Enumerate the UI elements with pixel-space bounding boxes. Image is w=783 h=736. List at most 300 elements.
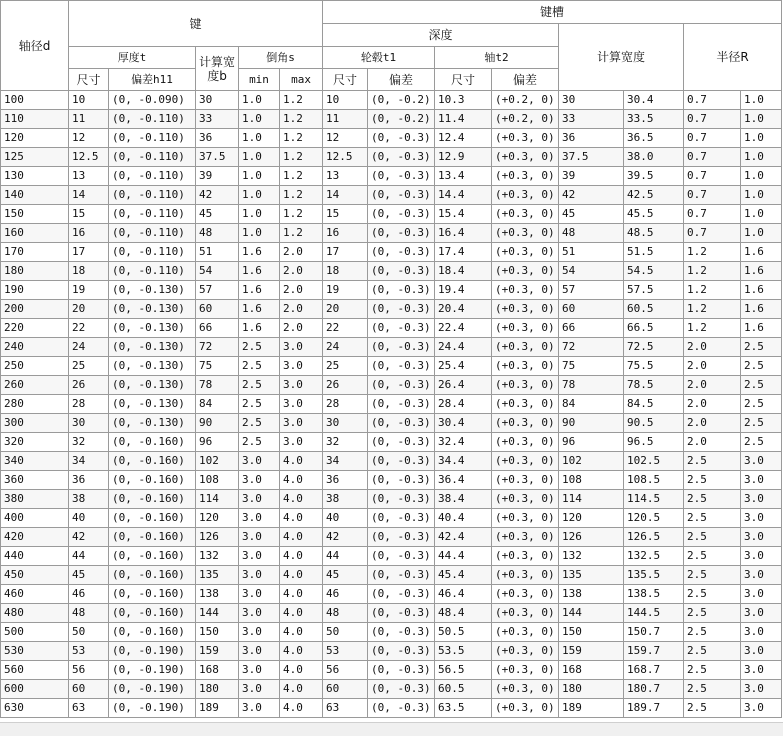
table-cell[interactable]: (0, -0.110): [109, 243, 196, 262]
table-cell[interactable]: 4.0: [280, 490, 323, 509]
table-cell[interactable]: 3.0: [741, 566, 782, 585]
table-cell[interactable]: 1.2: [280, 224, 323, 243]
table-cell[interactable]: 102: [559, 452, 624, 471]
table-cell[interactable]: 1.2: [684, 243, 741, 262]
table-cell[interactable]: 1.6: [239, 281, 280, 300]
table-cell[interactable]: 16: [323, 224, 368, 243]
table-cell[interactable]: 42.4: [435, 528, 492, 547]
table-cell[interactable]: 2.0: [280, 281, 323, 300]
table-cell[interactable]: 1.6: [239, 243, 280, 262]
table-cell[interactable]: 56: [323, 661, 368, 680]
table-row[interactable]: [1, 490, 782, 509]
table-cell[interactable]: 530: [1, 642, 69, 661]
table-cell[interactable]: (+0.3, 0): [492, 699, 559, 718]
table-cell[interactable]: 1.0: [741, 110, 782, 129]
table-cell[interactable]: 2.0: [280, 300, 323, 319]
header-hub-t1[interactable]: 轮毂t1: [323, 47, 435, 69]
table-cell[interactable]: 53: [69, 642, 109, 661]
table-cell[interactable]: 168: [559, 661, 624, 680]
table-cell[interactable]: (0, -0.160): [109, 452, 196, 471]
table-cell[interactable]: (0, -0.130): [109, 376, 196, 395]
table-cell[interactable]: 12.4: [435, 129, 492, 148]
table-cell[interactable]: 260: [1, 376, 69, 395]
table-cell[interactable]: (0, -0.3): [368, 129, 435, 148]
table-cell[interactable]: (+0.3, 0): [492, 262, 559, 281]
table-cell[interactable]: 17: [323, 243, 368, 262]
table-cell[interactable]: 125: [1, 148, 69, 167]
table-cell[interactable]: 220: [1, 319, 69, 338]
table-cell[interactable]: 72: [559, 338, 624, 357]
table-cell[interactable]: (0, -0.3): [368, 680, 435, 699]
table-cell[interactable]: 3.0: [239, 604, 280, 623]
table-row[interactable]: [1, 376, 782, 395]
table-cell[interactable]: 1.2: [280, 129, 323, 148]
table-cell[interactable]: 159: [559, 642, 624, 661]
table-cell[interactable]: 150: [559, 623, 624, 642]
table-cell[interactable]: (+0.3, 0): [492, 547, 559, 566]
table-cell[interactable]: 38.0: [624, 148, 684, 167]
table-cell[interactable]: 42: [559, 186, 624, 205]
table-cell[interactable]: 1.2: [684, 300, 741, 319]
table-cell[interactable]: 2.5: [684, 661, 741, 680]
table-cell[interactable]: 138: [559, 585, 624, 604]
table-cell[interactable]: (0, -0.3): [368, 452, 435, 471]
table-cell[interactable]: 0.7: [684, 205, 741, 224]
table-cell[interactable]: 53.5: [435, 642, 492, 661]
table-cell[interactable]: 10: [323, 91, 368, 110]
table-cell[interactable]: 4.0: [280, 528, 323, 547]
table-cell[interactable]: (0, -0.110): [109, 186, 196, 205]
table-cell[interactable]: 3.0: [280, 376, 323, 395]
table-cell[interactable]: 180.7: [624, 680, 684, 699]
header-hub-size[interactable]: 尺寸: [323, 69, 368, 91]
table-cell[interactable]: 2.5: [741, 357, 782, 376]
table-cell[interactable]: 1.0: [741, 167, 782, 186]
table-cell[interactable]: 1.2: [280, 110, 323, 129]
table-cell[interactable]: 45: [196, 205, 239, 224]
table-cell[interactable]: 38: [69, 490, 109, 509]
table-cell[interactable]: (0, -0.130): [109, 319, 196, 338]
table-cell[interactable]: 42: [323, 528, 368, 547]
table-cell[interactable]: 2.5: [741, 338, 782, 357]
table-cell[interactable]: (0, -0.3): [368, 281, 435, 300]
table-cell[interactable]: 12.9: [435, 148, 492, 167]
table-cell[interactable]: 60.5: [624, 300, 684, 319]
table-cell[interactable]: 1.2: [280, 205, 323, 224]
table-cell[interactable]: (+0.3, 0): [492, 661, 559, 680]
table-cell[interactable]: 100: [1, 91, 69, 110]
table-cell[interactable]: 17.4: [435, 243, 492, 262]
table-cell[interactable]: 4.0: [280, 623, 323, 642]
table-cell[interactable]: 2.5: [239, 395, 280, 414]
table-cell[interactable]: 114: [559, 490, 624, 509]
table-row[interactable]: [1, 148, 782, 167]
table-cell[interactable]: 2.5: [239, 414, 280, 433]
table-cell[interactable]: (0, -0.160): [109, 490, 196, 509]
table-cell[interactable]: 2.5: [684, 680, 741, 699]
header-size[interactable]: 尺寸: [69, 69, 109, 91]
table-cell[interactable]: 4.0: [280, 642, 323, 661]
table-cell[interactable]: 1.6: [741, 300, 782, 319]
table-cell[interactable]: 24.4: [435, 338, 492, 357]
table-cell[interactable]: 51: [559, 243, 624, 262]
table-cell[interactable]: 132: [196, 547, 239, 566]
table-cell[interactable]: 2.0: [280, 243, 323, 262]
table-cell[interactable]: 340: [1, 452, 69, 471]
table-cell[interactable]: (0, -0.3): [368, 205, 435, 224]
table-cell[interactable]: 36.5: [624, 129, 684, 148]
table-cell[interactable]: 48.5: [624, 224, 684, 243]
table-cell[interactable]: 180: [196, 680, 239, 699]
table-cell[interactable]: 180: [559, 680, 624, 699]
table-cell[interactable]: 460: [1, 585, 69, 604]
table-cell[interactable]: (0, -0.110): [109, 205, 196, 224]
table-cell[interactable]: (+0.3, 0): [492, 129, 559, 148]
table-row[interactable]: [1, 281, 782, 300]
table-cell[interactable]: 56: [69, 661, 109, 680]
table-cell[interactable]: 11.4: [435, 110, 492, 129]
table-row[interactable]: [1, 91, 782, 110]
header-chamfer-min[interactable]: min: [239, 69, 280, 91]
table-cell[interactable]: 48: [559, 224, 624, 243]
table-cell[interactable]: 280: [1, 395, 69, 414]
table-cell[interactable]: 3.0: [239, 452, 280, 471]
table-row[interactable]: [1, 129, 782, 148]
table-cell[interactable]: 33: [196, 110, 239, 129]
table-cell[interactable]: 96.5: [624, 433, 684, 452]
table-cell[interactable]: 3.0: [280, 395, 323, 414]
table-cell[interactable]: 250: [1, 357, 69, 376]
table-cell[interactable]: 48: [323, 604, 368, 623]
table-cell[interactable]: 189: [559, 699, 624, 718]
table-cell[interactable]: 42: [69, 528, 109, 547]
table-row[interactable]: [1, 433, 782, 452]
table-cell[interactable]: 4.0: [280, 566, 323, 585]
table-cell[interactable]: 18: [323, 262, 368, 281]
table-cell[interactable]: 1.2: [684, 281, 741, 300]
table-cell[interactable]: (0, -0.130): [109, 395, 196, 414]
table-cell[interactable]: 14: [323, 186, 368, 205]
table-cell[interactable]: (0, -0.130): [109, 338, 196, 357]
table-cell[interactable]: 360: [1, 471, 69, 490]
table-row[interactable]: [1, 300, 782, 319]
table-cell[interactable]: 1.0: [741, 129, 782, 148]
table-cell[interactable]: (+0.3, 0): [492, 566, 559, 585]
table-cell[interactable]: 90.5: [624, 414, 684, 433]
table-cell[interactable]: 16: [69, 224, 109, 243]
table-cell[interactable]: 190: [1, 281, 69, 300]
table-cell[interactable]: 3.0: [239, 661, 280, 680]
table-cell[interactable]: 138.5: [624, 585, 684, 604]
table-cell[interactable]: 44: [69, 547, 109, 566]
table-cell[interactable]: 3.0: [741, 471, 782, 490]
table-cell[interactable]: (+0.3, 0): [492, 414, 559, 433]
table-cell[interactable]: 36: [69, 471, 109, 490]
table-cell[interactable]: (0, -0.3): [368, 414, 435, 433]
table-cell[interactable]: 1.0: [741, 224, 782, 243]
table-cell[interactable]: 3.0: [239, 680, 280, 699]
table-cell[interactable]: 42: [196, 186, 239, 205]
table-cell[interactable]: 50.5: [435, 623, 492, 642]
table-cell[interactable]: (+0.3, 0): [492, 604, 559, 623]
table-cell[interactable]: 3.0: [280, 357, 323, 376]
table-cell[interactable]: 140: [1, 186, 69, 205]
table-cell[interactable]: 102: [196, 452, 239, 471]
table-cell[interactable]: 46: [323, 585, 368, 604]
table-cell[interactable]: 30: [196, 91, 239, 110]
table-cell[interactable]: (0, -0.110): [109, 167, 196, 186]
header-chamfer-s[interactable]: 倒角s: [239, 47, 323, 69]
table-cell[interactable]: 144.5: [624, 604, 684, 623]
table-cell[interactable]: 11: [323, 110, 368, 129]
table-row[interactable]: [1, 661, 782, 680]
table-cell[interactable]: 1.0: [239, 167, 280, 186]
table-cell[interactable]: 19: [69, 281, 109, 300]
table-cell[interactable]: 2.5: [239, 376, 280, 395]
table-row[interactable]: [1, 471, 782, 490]
table-cell[interactable]: 2.0: [684, 395, 741, 414]
table-cell[interactable]: 1.2: [280, 148, 323, 167]
table-cell[interactable]: (+0.3, 0): [492, 680, 559, 699]
table-cell[interactable]: 34: [69, 452, 109, 471]
table-cell[interactable]: 40: [323, 509, 368, 528]
table-cell[interactable]: (+0.3, 0): [492, 338, 559, 357]
table-cell[interactable]: (+0.3, 0): [492, 167, 559, 186]
table-cell[interactable]: (0, -0.130): [109, 300, 196, 319]
table-row[interactable]: [1, 623, 782, 642]
table-cell[interactable]: 63.5: [435, 699, 492, 718]
table-cell[interactable]: 3.0: [741, 623, 782, 642]
header-hub-deviation[interactable]: 偏差: [368, 69, 435, 91]
table-cell[interactable]: 4.0: [280, 547, 323, 566]
table-cell[interactable]: (0, -0.3): [368, 148, 435, 167]
table-cell[interactable]: 28.4: [435, 395, 492, 414]
header-chamfer-max[interactable]: max: [280, 69, 323, 91]
table-cell[interactable]: 37.5: [196, 148, 239, 167]
table-row[interactable]: [1, 604, 782, 623]
table-cell[interactable]: 1.0: [741, 148, 782, 167]
table-cell[interactable]: 45: [559, 205, 624, 224]
table-cell[interactable]: (+0.3, 0): [492, 148, 559, 167]
table-cell[interactable]: 90: [559, 414, 624, 433]
table-cell[interactable]: 57: [196, 281, 239, 300]
table-cell[interactable]: 2.5: [684, 585, 741, 604]
table-cell[interactable]: 1.0: [239, 205, 280, 224]
table-cell[interactable]: 114.5: [624, 490, 684, 509]
table-cell[interactable]: 180: [1, 262, 69, 281]
table-cell[interactable]: 2.5: [741, 433, 782, 452]
header-shaft-d[interactable]: 轴径d: [1, 1, 69, 91]
table-row[interactable]: [1, 566, 782, 585]
table-cell[interactable]: 66: [559, 319, 624, 338]
table-cell[interactable]: 38: [323, 490, 368, 509]
table-cell[interactable]: 90: [196, 414, 239, 433]
table-cell[interactable]: 2.0: [280, 319, 323, 338]
table-cell[interactable]: (+0.2, 0): [492, 91, 559, 110]
table-cell[interactable]: 28: [69, 395, 109, 414]
table-cell[interactable]: (+0.3, 0): [492, 623, 559, 642]
table-cell[interactable]: 3.0: [741, 661, 782, 680]
table-cell[interactable]: 400: [1, 509, 69, 528]
table-cell[interactable]: 15: [69, 205, 109, 224]
table-cell[interactable]: 15: [323, 205, 368, 224]
table-cell[interactable]: 4.0: [280, 452, 323, 471]
table-cell[interactable]: (0, -0.110): [109, 110, 196, 129]
table-cell[interactable]: 26: [323, 376, 368, 395]
table-cell[interactable]: 2.5: [741, 395, 782, 414]
table-row[interactable]: [1, 528, 782, 547]
table-cell[interactable]: 2.5: [684, 490, 741, 509]
table-cell[interactable]: 450: [1, 566, 69, 585]
table-cell[interactable]: 150.7: [624, 623, 684, 642]
table-cell[interactable]: 50: [69, 623, 109, 642]
table-cell[interactable]: 159: [196, 642, 239, 661]
table-cell[interactable]: 45: [323, 566, 368, 585]
table-cell[interactable]: 60: [196, 300, 239, 319]
table-cell[interactable]: 16.4: [435, 224, 492, 243]
table-cell[interactable]: 30: [69, 414, 109, 433]
table-cell[interactable]: 0.7: [684, 224, 741, 243]
table-cell[interactable]: 2.5: [684, 642, 741, 661]
table-cell[interactable]: (0, -0.160): [109, 433, 196, 452]
table-cell[interactable]: 3.0: [239, 623, 280, 642]
table-cell[interactable]: 120: [196, 509, 239, 528]
table-cell[interactable]: 1.2: [684, 319, 741, 338]
table-cell[interactable]: 168: [196, 661, 239, 680]
table-cell[interactable]: 3.0: [741, 547, 782, 566]
header-key[interactable]: 键: [69, 1, 323, 47]
table-cell[interactable]: 2.5: [684, 452, 741, 471]
table-cell[interactable]: 3.0: [280, 338, 323, 357]
table-cell[interactable]: 144: [559, 604, 624, 623]
table-cell[interactable]: (0, -0.2): [368, 91, 435, 110]
table-cell[interactable]: 120: [1, 129, 69, 148]
table-cell[interactable]: 2.5: [239, 338, 280, 357]
table-cell[interactable]: 60: [323, 680, 368, 699]
table-cell[interactable]: 4.0: [280, 699, 323, 718]
table-cell[interactable]: 12.5: [69, 148, 109, 167]
table-cell[interactable]: (+0.3, 0): [492, 509, 559, 528]
table-cell[interactable]: 39: [559, 167, 624, 186]
table-row[interactable]: [1, 414, 782, 433]
table-cell[interactable]: 40.4: [435, 509, 492, 528]
table-cell[interactable]: 2.0: [684, 414, 741, 433]
table-cell[interactable]: 3.0: [741, 528, 782, 547]
table-cell[interactable]: (0, -0.3): [368, 357, 435, 376]
table-cell[interactable]: 3.0: [741, 490, 782, 509]
table-cell[interactable]: 132: [559, 547, 624, 566]
table-cell[interactable]: 144: [196, 604, 239, 623]
table-cell[interactable]: 25: [69, 357, 109, 376]
table-cell[interactable]: 96: [196, 433, 239, 452]
table-cell[interactable]: 32: [69, 433, 109, 452]
table-cell[interactable]: 135.5: [624, 566, 684, 585]
table-cell[interactable]: 120.5: [624, 509, 684, 528]
table-cell[interactable]: (0, -0.3): [368, 186, 435, 205]
table-cell[interactable]: 46: [69, 585, 109, 604]
table-cell[interactable]: 1.0: [239, 148, 280, 167]
table-cell[interactable]: 2.5: [684, 566, 741, 585]
table-cell[interactable]: 1.0: [239, 186, 280, 205]
table-cell[interactable]: 300: [1, 414, 69, 433]
table-cell[interactable]: 84: [196, 395, 239, 414]
table-cell[interactable]: 135: [559, 566, 624, 585]
table-cell[interactable]: 126.5: [624, 528, 684, 547]
table-cell[interactable]: (+0.3, 0): [492, 300, 559, 319]
table-cell[interactable]: 3.0: [239, 509, 280, 528]
table-cell[interactable]: (0, -0.3): [368, 528, 435, 547]
table-cell[interactable]: (0, -0.160): [109, 604, 196, 623]
table-cell[interactable]: 420: [1, 528, 69, 547]
table-cell[interactable]: 78: [559, 376, 624, 395]
table-cell[interactable]: 34.4: [435, 452, 492, 471]
table-cell[interactable]: 78: [196, 376, 239, 395]
table-cell[interactable]: (0, -0.090): [109, 91, 196, 110]
table-cell[interactable]: 630: [1, 699, 69, 718]
table-cell[interactable]: 3.0: [239, 490, 280, 509]
table-row[interactable]: [1, 699, 782, 718]
table-cell[interactable]: (0, -0.3): [368, 642, 435, 661]
table-cell[interactable]: 20.4: [435, 300, 492, 319]
table-cell[interactable]: 54.5: [624, 262, 684, 281]
table-cell[interactable]: 2.0: [280, 262, 323, 281]
table-cell[interactable]: 10: [69, 91, 109, 110]
table-cell[interactable]: (+0.3, 0): [492, 490, 559, 509]
table-cell[interactable]: (+0.3, 0): [492, 224, 559, 243]
table-cell[interactable]: 0.7: [684, 186, 741, 205]
table-cell[interactable]: 130: [1, 167, 69, 186]
table-cell[interactable]: 3.0: [741, 452, 782, 471]
table-cell[interactable]: 0.7: [684, 167, 741, 186]
table-cell[interactable]: 2.0: [684, 376, 741, 395]
table-cell[interactable]: (0, -0.3): [368, 262, 435, 281]
table-cell[interactable]: (+0.3, 0): [492, 357, 559, 376]
table-cell[interactable]: 56.5: [435, 661, 492, 680]
table-cell[interactable]: 54: [196, 262, 239, 281]
table-cell[interactable]: 0.7: [684, 110, 741, 129]
table-cell[interactable]: 42.5: [624, 186, 684, 205]
table-cell[interactable]: 3.0: [741, 699, 782, 718]
table-cell[interactable]: (0, -0.110): [109, 148, 196, 167]
table-cell[interactable]: 200: [1, 300, 69, 319]
table-row[interactable]: [1, 395, 782, 414]
table-cell[interactable]: 39: [196, 167, 239, 186]
table-cell[interactable]: (0, -0.3): [368, 509, 435, 528]
table-cell[interactable]: 45.4: [435, 566, 492, 585]
table-cell[interactable]: 11: [69, 110, 109, 129]
table-cell[interactable]: 3.0: [741, 585, 782, 604]
table-cell[interactable]: (+0.3, 0): [492, 395, 559, 414]
table-cell[interactable]: (0, -0.3): [368, 661, 435, 680]
table-cell[interactable]: 12: [69, 129, 109, 148]
table-cell[interactable]: 440: [1, 547, 69, 566]
table-cell[interactable]: 1.6: [741, 319, 782, 338]
table-cell[interactable]: 170: [1, 243, 69, 262]
table-cell[interactable]: 2.5: [684, 547, 741, 566]
table-cell[interactable]: 3.0: [741, 604, 782, 623]
table-cell[interactable]: 18: [69, 262, 109, 281]
table-cell[interactable]: 66.5: [624, 319, 684, 338]
header-calc-width-b[interactable]: 计算宽度b: [196, 47, 239, 91]
table-cell[interactable]: 30: [323, 414, 368, 433]
table-cell[interactable]: 4.0: [280, 680, 323, 699]
table-cell[interactable]: 57: [559, 281, 624, 300]
table-cell[interactable]: 32: [323, 433, 368, 452]
table-cell[interactable]: (0, -0.190): [109, 642, 196, 661]
table-cell[interactable]: 2.5: [684, 699, 741, 718]
table-cell[interactable]: 3.0: [741, 509, 782, 528]
table-cell[interactable]: 75: [559, 357, 624, 376]
